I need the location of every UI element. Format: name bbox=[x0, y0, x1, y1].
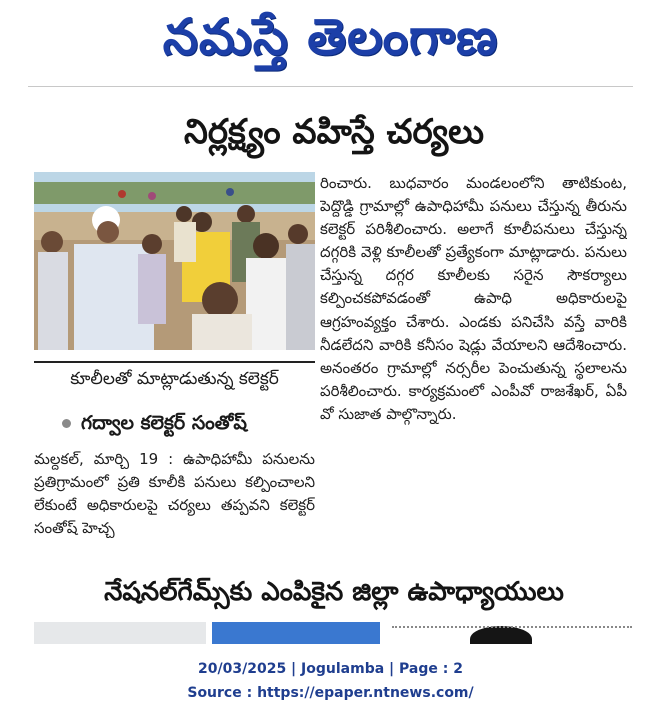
masthead-divider bbox=[28, 86, 633, 87]
footer bbox=[0, 657, 661, 705]
footer-source: Source : https://epaper.ntnews.com/ bbox=[187, 685, 474, 701]
preview-text-cutoff bbox=[392, 626, 632, 634]
masthead-logo: నమస్తే తెలంగాణ bbox=[162, 8, 499, 66]
next-article-preview bbox=[0, 622, 661, 644]
preview-photo-portrait bbox=[212, 622, 380, 644]
collector-with-workers-photo bbox=[34, 172, 315, 350]
caption-divider bbox=[34, 361, 315, 363]
article-body-left: మల్దకల్, మార్చి 19 : ఉపాధిహామీ పనులను ప్రతిగ్రామంలో ప్రతి కూలీకి పనులు కల్పించాలని లేకుంటే అధికారులపై చర్యలు తప్పవని కలెక్టర్ సంతోష్ హెచ్చ bbox=[34, 450, 315, 538]
next-article-headline: నేషనల్‌గేమ్స్‌కు ఎంపికైన జిల్లా ఉపాధ్యాయులు bbox=[104, 577, 564, 607]
article-headline: నిర్లక్ష్యం వహిస్తే చర్యలు bbox=[183, 112, 485, 152]
byline-text: గద్వాల కలెక్టర్ సంతోష్ bbox=[81, 412, 247, 434]
article-photo bbox=[34, 172, 315, 350]
photo-caption: కూలీలతో మాట్లాడుతున్న కలెక్టర్ bbox=[70, 369, 279, 389]
byline bbox=[62, 406, 315, 440]
bullet-icon bbox=[62, 419, 71, 428]
article-body-right: రించారు. బుధవారం మండలంలోని తాటికుంట, పెద్దొడ్డి గ్రామాల్లో ఉపాధిహామీ పనులు చేస్తున్న తీరును కలెక్టర్ పరిశీలించారు. అలాగే కూలీపనులు చేస్తున్న దగ్గరికి వెళ్లి కూలీలతో ప్రత్యేకంగా మాట్లాడారు. పనులు చేస్తున్న దగ్గర కూలీలకు సరైన సౌకర్యాలు కల్పించకపోవడంతో ఉపాధి అధికారులపై ఆగ్రహంవ్యక్తం చేశారు. ఎండకు పనిచేసి వస్తే వారికి నీడలేదని వారికి కనీసం షెడ్లు వేయాలని ఆదేశించారు. అనంతరం గ్రామాల్లో నర్సరీల పెంచుతున్న స్థలాలను పరిశీలించారు. కార్యక్రమంలో ఎంపీవో రాజశేఖర్, ఏపీ వో సుజాత పాల్గొన్నారు. bbox=[320, 174, 627, 423]
preview-photo-left bbox=[34, 622, 206, 644]
footer-date-edition: 20/03/2025 | Jogulamba | Page : 2 bbox=[198, 661, 463, 677]
